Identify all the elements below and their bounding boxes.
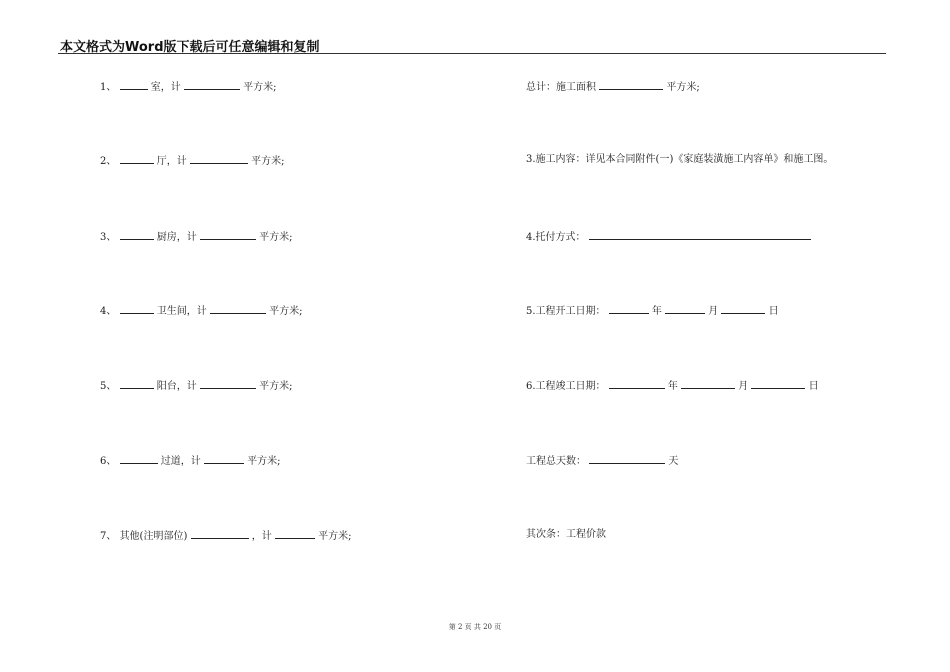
blank-line xyxy=(200,229,256,240)
start-date-line xyxy=(526,303,779,319)
left-item-2 xyxy=(100,153,285,169)
total-area-line xyxy=(526,79,700,95)
item-unit: 平方米; xyxy=(269,306,303,317)
blank-line xyxy=(665,303,705,314)
item-text: 室，计 xyxy=(150,82,181,93)
item-number: 7、 xyxy=(100,531,117,542)
item-text: 厅，计 xyxy=(156,156,187,167)
blank-line xyxy=(599,79,663,90)
blank-line xyxy=(120,229,154,240)
blank-line xyxy=(609,378,665,389)
total-area-label: 总计：施工面积 xyxy=(526,82,596,93)
page-number: 第 2 页 共 20 页 xyxy=(448,623,502,631)
item-text: 卫生间，计 xyxy=(156,306,207,317)
blank-line xyxy=(120,153,154,164)
item-text: 阳台，计 xyxy=(156,381,197,392)
total-area-unit: 平方米; xyxy=(666,82,700,93)
day-label: 日 xyxy=(768,306,779,317)
blank-line xyxy=(184,79,240,90)
item-text: 过道，计 xyxy=(160,456,201,467)
item-text-2: ，计 xyxy=(251,531,272,542)
end-date-label: 6.工程竣工日期： xyxy=(526,381,606,392)
item-unit: 平方米; xyxy=(318,531,352,542)
blank-line xyxy=(191,528,249,539)
item-unit: 平方米; xyxy=(243,82,277,93)
blank-line xyxy=(751,378,805,389)
item-text: 厨房，计 xyxy=(156,232,197,243)
end-date-line xyxy=(526,378,819,394)
year-label: 年 xyxy=(651,306,662,317)
start-date-label: 5.工程开工日期： xyxy=(526,306,606,317)
total-days-line xyxy=(526,453,678,469)
item-number: 5、 xyxy=(100,381,117,392)
left-item-4 xyxy=(100,303,303,319)
payment-method-line xyxy=(526,229,811,245)
item-number: 2、 xyxy=(100,156,117,167)
left-item-3 xyxy=(100,229,293,245)
blank-line xyxy=(190,153,248,164)
item-unit: 平方米; xyxy=(251,156,285,167)
blank-line xyxy=(681,378,735,389)
item-number: 1、 xyxy=(100,82,117,93)
blank-line xyxy=(120,453,158,464)
month-label: 月 xyxy=(708,306,719,317)
document-header-title: 本文格式为Word版下载后可任意编辑和复制 xyxy=(60,40,320,55)
blank-line xyxy=(120,303,154,314)
item-number: 3、 xyxy=(100,232,117,243)
blank-line xyxy=(120,79,148,90)
blank-line xyxy=(200,378,256,389)
header-divider xyxy=(58,53,886,54)
construction-content-line xyxy=(526,153,833,167)
year-label: 年 xyxy=(667,381,678,392)
left-item-1 xyxy=(100,79,277,95)
item-number: 6、 xyxy=(100,456,117,467)
day-label: 日 xyxy=(808,381,819,392)
left-item-6 xyxy=(100,453,281,469)
blank-line xyxy=(721,303,765,314)
item-text: 其他(注明部位) xyxy=(119,531,188,542)
total-days-unit: 天 xyxy=(668,456,679,467)
next-clause-heading: 其次条：工程价款 xyxy=(526,529,606,540)
blank-line xyxy=(609,303,649,314)
blank-line xyxy=(275,528,315,539)
next-clause-line xyxy=(526,528,606,542)
blank-line xyxy=(589,229,811,240)
blank-line xyxy=(210,303,266,314)
blank-line xyxy=(204,453,244,464)
item-unit: 平方米; xyxy=(259,381,293,392)
item-number: 4、 xyxy=(100,306,117,317)
payment-method-label: 4.托付方式： xyxy=(526,232,586,243)
blank-line xyxy=(120,378,154,389)
blank-line xyxy=(589,453,665,464)
construction-content-text: 3.施工内容：详见本合同附件(一)《家庭装潢施工内容单》和施工图。 xyxy=(526,154,834,165)
left-item-5 xyxy=(100,378,293,394)
left-item-7 xyxy=(100,528,352,544)
total-days-label: 工程总天数： xyxy=(526,456,586,467)
item-unit: 平方米; xyxy=(247,456,281,467)
month-label: 月 xyxy=(738,381,749,392)
item-unit: 平方米; xyxy=(259,232,293,243)
